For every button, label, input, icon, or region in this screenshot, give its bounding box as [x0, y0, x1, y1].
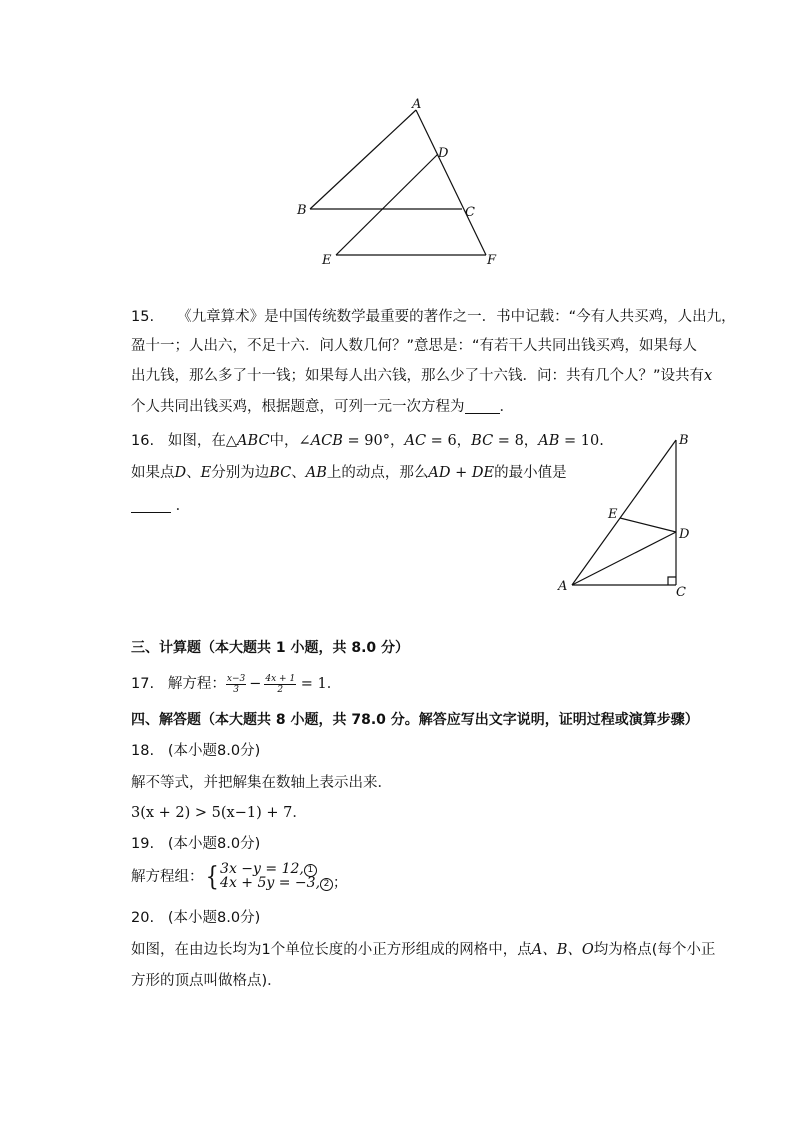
q15-end: ．	[499, 399, 514, 415]
q16-point-d: D	[174, 465, 187, 481]
q16-angle-value: = 90°，	[342, 433, 405, 449]
right-triangle-figure-abc	[552, 430, 702, 600]
q17-fraction-1	[226, 674, 246, 695]
q20-score: (本小题8.0分)	[167, 910, 261, 926]
q16-text: 上的动点，那么	[326, 465, 429, 481]
q18-number: 18.	[131, 743, 155, 759]
q15-line2	[131, 336, 697, 356]
q16-side-ab: AB	[305, 465, 327, 481]
equation-text: 4x + 5y = −3,	[220, 875, 321, 891]
triangle-figure-aef	[290, 92, 510, 272]
q17-text: 解方程：	[167, 676, 226, 692]
q16-ab-value: = 10.	[559, 433, 604, 449]
q19-header	[131, 834, 260, 854]
q18-text: 解不等式，并把解集在数轴上表示出来．	[131, 775, 392, 791]
q16-ac: AC	[404, 433, 427, 449]
section-4-title: 四、解答题（本大题共 8 小题，共 78.0 分。解答应写出文字说明，证明过程或演算步骤）	[131, 712, 699, 728]
q16-text: 分别为边	[211, 465, 270, 481]
fraction-denominator: 3	[233, 684, 239, 695]
label-c: C	[676, 585, 686, 600]
q16-answer-blank[interactable]	[131, 497, 171, 513]
q19-number: 19.	[131, 836, 155, 852]
label-f: F	[487, 253, 497, 268]
segment-af	[416, 110, 486, 255]
segment-ab	[310, 110, 416, 209]
q20-points: A、B、O	[531, 942, 594, 958]
q17-rhs: = 1．	[296, 676, 342, 692]
circled-number-icon: 2	[320, 878, 333, 891]
q16-end: ．	[175, 498, 191, 514]
q15-line3	[131, 366, 712, 386]
fraction-denominator: 2	[277, 684, 284, 695]
q20-header	[131, 908, 260, 928]
q15-variable-x: x	[704, 368, 713, 384]
circled-number-icon: 1	[304, 864, 317, 877]
q20-text-2: 均为格点(每个小正	[593, 942, 716, 958]
q16-text: 中，	[269, 433, 299, 449]
q15-text-4: 个人共同出钱买鸡，根据题意，可列一元一次方程为	[131, 399, 465, 415]
q16-point-e: E	[200, 465, 212, 481]
q15-text-2: 盈十一；人出六，不足十六．问人数几何？”意思是：“有若干人共同出钱买鸡，如果每人	[131, 338, 698, 354]
q15-answer-blank[interactable]	[465, 398, 500, 414]
segment-ad	[572, 532, 676, 585]
q18-end: ．	[292, 805, 307, 821]
q19-equation-system	[204, 860, 348, 894]
q16-angle: ∠ACB	[298, 433, 343, 449]
q15-text-1: 《九章算术》是中国传统数学最重要的著作之一．书中记载：“今有人共买鸡，人出九，	[177, 309, 736, 325]
right-angle-mark	[668, 577, 676, 585]
q15-number: 15.	[131, 309, 155, 325]
q18-header	[131, 741, 260, 761]
q18-inequality: 3(x + 2) > 5(x−1) + 7	[131, 805, 293, 821]
q16-line2	[131, 463, 567, 483]
q18-inequality-line	[131, 803, 307, 823]
q15-text-3: 出九钱，那么多了十一钱；如果每人出六钱，那么少了十六钱．问：共有几个人？”设共有	[131, 368, 705, 384]
label-a: A	[558, 579, 568, 594]
q16-triangle-name: ABC	[237, 433, 270, 449]
q16-text: 的最小值是	[494, 465, 567, 481]
q15-line4	[131, 397, 514, 417]
label-e: E	[322, 253, 332, 268]
q16-expression: AD + DE	[428, 465, 495, 481]
q16-bc-value: = 8，	[493, 433, 539, 449]
q17-fraction-2	[264, 674, 296, 695]
segment-ab	[572, 440, 676, 585]
label-d: D	[679, 527, 690, 542]
q15-line1	[131, 307, 736, 327]
q19-text: 解方程组：	[131, 869, 204, 885]
q16-text: 如图，在	[167, 433, 226, 449]
q16-number: 16.	[131, 433, 155, 449]
label-b: B	[679, 433, 689, 448]
q18-score: (本小题8.0分)	[167, 743, 261, 759]
q20-text-1: 如图，在由边长均为1个单位长度的小正方形组成的网格中，点	[131, 942, 532, 958]
q20-number: 20.	[131, 910, 155, 926]
minus-sign: −	[249, 676, 262, 692]
section-3-title: 三、计算题（本大题共 1 小题，共 8.0 分）	[131, 640, 410, 656]
label-d: D	[438, 146, 449, 161]
q17-line	[131, 672, 341, 696]
label-e: E	[608, 507, 618, 522]
q16-ac-value: = 6，	[426, 433, 472, 449]
q16-text: 、	[291, 465, 306, 481]
q16-side-bc: BC	[269, 465, 292, 481]
q19-end: ；	[333, 875, 348, 891]
q16-line3	[131, 496, 190, 516]
q20-line1	[131, 940, 715, 960]
q19-equation-2	[220, 877, 347, 891]
left-brace: {	[205, 862, 219, 892]
q19-system-line	[131, 860, 347, 894]
segment-ed	[620, 518, 676, 532]
q16-line1	[131, 431, 604, 451]
q16-text: 如果点	[131, 465, 175, 481]
q16-ab: AB	[538, 433, 560, 449]
label-a: A	[412, 97, 422, 112]
q19-score: (本小题8.0分)	[167, 836, 261, 852]
q16-text: 、	[186, 465, 201, 481]
segment-de	[336, 154, 438, 255]
q20-line2: 方形的顶点叫做格点)．	[131, 973, 282, 989]
q17-number: 17.	[131, 676, 155, 692]
q16-bc: BC	[471, 433, 494, 449]
label-c: C	[465, 205, 475, 220]
triangle-symbol: △	[225, 433, 238, 449]
fraction-numerator: 4x + 1	[265, 673, 296, 684]
fraction-numerator: x−3	[226, 673, 246, 684]
label-b: B	[297, 203, 307, 218]
equation-text: 3x −y = 12,	[220, 861, 304, 877]
